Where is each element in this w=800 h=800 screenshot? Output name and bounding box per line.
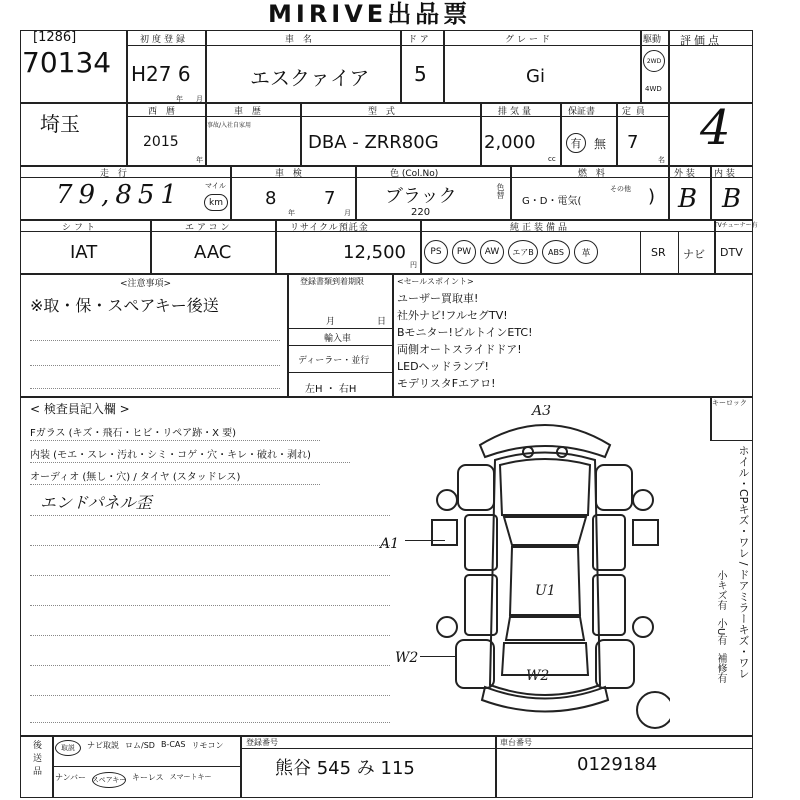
inspect-line-interior: 内装 (モエ・スレ・汚れ・シミ・コゲ・穴・キレ・破れ・剥れ) bbox=[30, 450, 311, 461]
footer-items-bottom bbox=[55, 772, 212, 788]
legend-list bbox=[713, 570, 727, 735]
sales-point: モデリスタFエアロ! bbox=[397, 377, 496, 390]
fuel-label: 燃 料 bbox=[578, 169, 608, 179]
sales-points-list bbox=[397, 290, 533, 392]
rear-window bbox=[506, 617, 584, 640]
recycle-label: リサイクル預託金 bbox=[290, 223, 369, 233]
interior-value: B bbox=[722, 184, 742, 214]
grade-value: Gi bbox=[526, 66, 545, 87]
color-value: ブラック bbox=[385, 186, 457, 207]
keylock-label: キーロック bbox=[712, 399, 747, 407]
reg-unit-year: 年 bbox=[176, 95, 183, 103]
drive-4wd: 4WD bbox=[645, 85, 662, 93]
lot-number: 70134 bbox=[22, 46, 112, 79]
inspect-line-glass: Fガラス (キズ・飛石・ヒビ・リペア跡・X 要) bbox=[30, 428, 237, 439]
door-value: 5 bbox=[414, 62, 427, 86]
year-unit: 年 bbox=[196, 156, 203, 164]
footer-smart-key: スマートキー bbox=[169, 773, 212, 781]
score-label: 評価点 bbox=[680, 34, 722, 47]
equip-pw: PW bbox=[452, 240, 476, 264]
car-body bbox=[490, 453, 600, 696]
legend-small-scratch: 小キズ有 bbox=[715, 570, 726, 610]
legend-small-dent: 小U有 bbox=[715, 618, 726, 646]
shaken-unit-month: 月 bbox=[344, 209, 351, 217]
shaken-month: 7 bbox=[324, 188, 336, 209]
equip-leather: 革 bbox=[574, 240, 598, 264]
docs-day: 日 bbox=[377, 317, 387, 327]
headlight-left bbox=[523, 447, 533, 457]
caution-label: <注意事項> bbox=[120, 279, 172, 289]
car-damage-diagram bbox=[420, 405, 670, 735]
plate-label: 登録番号 bbox=[246, 738, 278, 747]
warranty-no: 無 bbox=[594, 137, 607, 151]
equip-dtv: DTV bbox=[720, 246, 743, 259]
mark-a3: A3 bbox=[532, 405, 552, 419]
lot-code: [1286] bbox=[33, 30, 77, 45]
seats-label: 定 員 bbox=[622, 107, 646, 117]
footer-later-label: 後送品 bbox=[31, 740, 41, 779]
fuel-close: ) bbox=[648, 186, 656, 207]
ac-label: エアコン bbox=[185, 223, 233, 233]
inspect-line-audio: オーディオ (無し・穴) / タイヤ (スタッドレス) bbox=[30, 472, 241, 483]
model-value: DBA - ZRR80G bbox=[308, 132, 439, 153]
history-note: 事故/入社自家用 bbox=[207, 122, 252, 129]
grade-label: グレード bbox=[505, 35, 554, 45]
sales-label: <セールスポイント> bbox=[397, 277, 474, 286]
sales-point: ユーザー買取車! bbox=[397, 292, 479, 305]
footer-keyless: キーレス bbox=[132, 773, 164, 782]
cc-label: 排気量 bbox=[498, 107, 535, 117]
footer-bcas: B-CAS bbox=[160, 740, 186, 749]
tuner-label: TVチューナー有 bbox=[714, 222, 758, 229]
headlight-right bbox=[557, 447, 567, 457]
right-mirror bbox=[633, 520, 658, 545]
equip-aw: AW bbox=[480, 240, 504, 264]
plate-value: 熊谷 545 み 115 bbox=[275, 758, 415, 779]
year-label: 西 暦 bbox=[148, 107, 178, 117]
model-label: 型 式 bbox=[368, 107, 398, 117]
chassis-label: 車台番号 bbox=[500, 738, 532, 747]
caution-text: ※取・保・スペアキー後送 bbox=[30, 296, 219, 315]
recycle-value: 12,500 bbox=[343, 242, 406, 263]
dealer-parallel: ディーラー・並行 bbox=[298, 356, 370, 366]
door-label: ドア bbox=[408, 35, 432, 45]
recycle-unit: 円 bbox=[410, 261, 417, 269]
shaken-unit-year: 年 bbox=[288, 209, 295, 217]
left-rear-fender bbox=[456, 640, 494, 688]
mark-w2-left: W2 bbox=[395, 650, 419, 666]
sales-point: LEDヘッドランプ! bbox=[397, 360, 489, 373]
equip-sr: SR bbox=[651, 246, 666, 259]
right-front-fender bbox=[596, 465, 632, 510]
reg-label: 初度登録 bbox=[140, 35, 189, 45]
seats-value: 7 bbox=[627, 132, 639, 153]
exterior-label: 外 装 bbox=[674, 169, 695, 179]
roof bbox=[510, 547, 580, 615]
equip-navi: ナビ bbox=[683, 248, 705, 261]
history-label: 車 歴 bbox=[234, 107, 264, 117]
car-name: エスクァイア bbox=[250, 66, 370, 90]
equip-label: 純正装備品 bbox=[510, 223, 571, 233]
ac-value: AAC bbox=[194, 242, 232, 263]
docs-month: 月 bbox=[326, 317, 336, 327]
mileage-label: 走 行 bbox=[100, 169, 130, 179]
year-value: 2015 bbox=[143, 134, 179, 150]
rear-bumper bbox=[482, 687, 608, 712]
footer-number-plate: ナンバー bbox=[55, 773, 87, 782]
cc-value: 2,000 bbox=[484, 132, 536, 153]
footer-rom-sd: ロム/SD bbox=[125, 741, 155, 750]
handwritten-note: エンドパネル歪 bbox=[40, 493, 152, 512]
import-label: 輸入車 bbox=[324, 334, 352, 344]
left-mirror bbox=[432, 520, 457, 545]
prefecture: 埼玉 bbox=[40, 112, 80, 136]
sales-point: Bモニター!ビルトインETC! bbox=[397, 326, 533, 339]
left-rear-wheel bbox=[437, 617, 457, 637]
warranty-label: 保証書 bbox=[568, 107, 596, 117]
sales-point: 両側オートスライドドア! bbox=[397, 343, 522, 356]
windshield bbox=[504, 517, 586, 545]
reg-value: H27 6 bbox=[131, 62, 191, 86]
equip-abs: ABS bbox=[542, 240, 570, 264]
fuel-other: その他 bbox=[610, 185, 631, 193]
mark-a1: A1 bbox=[380, 536, 400, 552]
hood bbox=[500, 459, 590, 515]
shift-value: IAT bbox=[70, 242, 98, 263]
right-front-wheel bbox=[633, 490, 653, 510]
score-value: 4 bbox=[700, 100, 731, 156]
cc-unit: cc bbox=[548, 155, 556, 163]
equip-airbag: エアB bbox=[508, 240, 538, 264]
legend-repaired: 補修有 bbox=[715, 653, 726, 684]
right-rear-wheel bbox=[633, 617, 653, 637]
interior-label: 内 装 bbox=[714, 169, 735, 179]
right-rear-fender bbox=[596, 640, 634, 688]
chassis-value: 0129184 bbox=[577, 754, 658, 775]
left-front-fender bbox=[458, 465, 494, 510]
footer-navi-manual: ナビ取説 bbox=[87, 741, 119, 750]
warranty-yes: 有 bbox=[566, 133, 586, 153]
mileage-unit-km: km bbox=[204, 194, 228, 211]
exterior-value: B bbox=[678, 184, 698, 214]
shift-label: シフト bbox=[62, 223, 99, 233]
fuel-value: G・D・電気( bbox=[522, 196, 582, 207]
shaken-year: 8 bbox=[265, 188, 277, 209]
footer-items-top bbox=[55, 740, 223, 756]
mileage-unit-mile: マイル bbox=[205, 182, 226, 190]
side-text: ホイル・CPキズ・ワレ / ドアミラーキズ・ワレ bbox=[737, 445, 750, 680]
mark-w2-rear: W2 bbox=[526, 668, 550, 684]
inspector-label: < 検査員記入欄 > bbox=[30, 402, 130, 416]
footer-spare-key: スペアキー bbox=[92, 772, 126, 788]
sales-point: 社外ナビ!フルセグTV! bbox=[397, 309, 508, 322]
docs-label: 登録書類到着期限 bbox=[300, 277, 364, 286]
name-label: 車 名 bbox=[285, 35, 315, 45]
color-side: 色替 bbox=[496, 183, 505, 199]
drive-2wd: 2WD bbox=[643, 50, 665, 72]
spare-wheel bbox=[637, 692, 670, 728]
footer-remote: リモコン bbox=[191, 741, 224, 750]
equip-circled-list bbox=[424, 240, 598, 264]
mileage-value: 79,851 bbox=[56, 180, 183, 210]
seats-unit: 名 bbox=[658, 156, 665, 164]
shaken-label: 車 検 bbox=[275, 169, 305, 179]
reg-unit-month: 月 bbox=[196, 95, 203, 103]
left-front-wheel bbox=[437, 490, 457, 510]
sheet-title: MIRIVE出品票 bbox=[268, 0, 472, 28]
drive-label: 駆動 bbox=[643, 35, 662, 45]
mark-u1: U1 bbox=[535, 583, 556, 599]
footer-manual: 取説 bbox=[55, 740, 81, 756]
color-label: 色 (Col.No) bbox=[390, 169, 439, 179]
color-no: 220 bbox=[411, 207, 431, 218]
steering-side: 左H ・ 右H bbox=[305, 384, 357, 395]
equip-ps: PS bbox=[424, 240, 448, 264]
